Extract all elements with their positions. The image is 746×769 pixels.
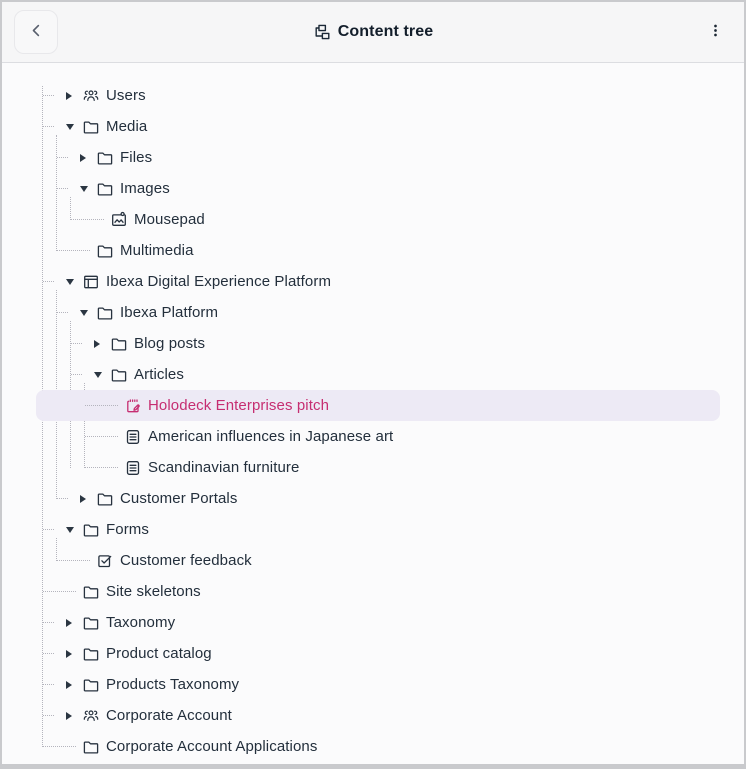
back-button[interactable] [14,10,58,54]
tree-item-holodeck-enterprises-pitch[interactable] [36,390,720,421]
tree-item-users[interactable] [36,80,720,111]
image-icon [110,211,128,229]
tree-item-multimedia[interactable] [36,235,720,266]
caret-spacer [80,235,96,266]
tree-content-area [2,63,744,764]
tree-item-label: Users [106,87,146,104]
expand-caret-icon[interactable] [66,607,82,638]
tree-item-media[interactable] [36,111,720,142]
users-icon [82,87,100,105]
caret-spacer [108,421,124,452]
folder-icon [96,242,114,260]
tree-item-mousepad[interactable] [36,204,720,235]
tree-item-american-influences-in-japanese-art[interactable] [36,421,720,452]
folder-icon [110,366,128,384]
tree-item-images[interactable] [36,173,720,204]
collapse-caret-icon[interactable] [80,297,96,328]
tree-item-customer-portals[interactable] [36,483,720,514]
expand-caret-icon[interactable] [66,638,82,669]
tree-item-scandinavian-furniture[interactable] [36,452,720,483]
expand-caret-icon[interactable] [66,80,82,111]
tree-item-files[interactable] [36,142,720,173]
tree-item-blog-posts[interactable] [36,328,720,359]
collapse-caret-icon[interactable] [80,173,96,204]
article-icon [124,428,142,446]
tree-item-label: Ibexa Digital Experience Platform [106,273,332,290]
tree-item-label: Images [120,180,170,197]
tree-item-articles[interactable] [36,359,720,390]
caret-spacer [66,576,82,607]
caret-spacer [108,390,124,421]
folder-icon [96,304,114,322]
tree-item-label: Articles [134,366,184,383]
folder-icon [82,118,100,136]
tree-item-taxonomy[interactable] [36,607,720,638]
tree-item-ibexa-digital-experience-platform[interactable] [36,266,720,297]
caret-spacer [108,452,124,483]
tree-item-label: Ibexa Platform [120,304,219,321]
page-title: Content tree [337,23,434,40]
tree-item-corporate-account[interactable] [36,700,720,731]
tree-item-label: Corporate Account [106,707,232,724]
tree-item-forms[interactable] [36,514,720,545]
tree-item-label: Site skeletons [106,583,201,600]
expand-caret-icon[interactable] [80,483,96,514]
tree-item-label: Corporate Account Applications [106,738,318,755]
tree-item-label: Scandinavian furniture [148,459,300,476]
tree-item-label: American influences in Japanese art [148,428,394,445]
chevron-left-icon [28,22,45,42]
content-tree [36,80,720,762]
tree-item-products-taxonomy[interactable] [36,669,720,700]
folder-icon [82,583,100,601]
folder-icon [96,490,114,508]
tree-item-corporate-account-applications[interactable] [36,731,720,762]
expand-caret-icon[interactable] [94,328,110,359]
tree-item-label: Products Taxonomy [106,676,240,693]
tree-item-label: Mousepad [134,211,205,228]
tree-item-label: Taxonomy [106,614,176,631]
panel-title-group [313,23,433,41]
collapse-caret-icon[interactable] [66,266,82,297]
folder-icon [96,180,114,198]
article-icon [124,459,142,477]
tree-item-label: Files [120,149,153,166]
kebab-menu-icon [708,23,723,41]
checkbox-icon [96,552,114,570]
caret-spacer [66,731,82,762]
tree-item-site-skeletons[interactable] [36,576,720,607]
form-draft-icon [124,397,142,415]
tree-item-ibexa-platform[interactable] [36,297,720,328]
folder-icon [110,335,128,353]
caret-spacer [80,545,96,576]
caret-spacer [94,204,110,235]
tree-item-label: Customer Portals [120,490,238,507]
tree-item-label: Blog posts [134,335,206,352]
tree-item-product-catalog[interactable] [36,638,720,669]
expand-caret-icon[interactable] [66,700,82,731]
tree-item-label: Forms [106,521,149,538]
options-menu-button[interactable] [698,10,732,54]
folder-icon [96,149,114,167]
tree-item-customer-feedback[interactable] [36,545,720,576]
folder-icon [82,645,100,663]
folder-icon [82,521,100,539]
expand-caret-icon[interactable] [80,142,96,173]
tree-item-label: Customer feedback [120,552,252,569]
panel-header [2,2,744,63]
folder-icon [82,676,100,694]
collapse-caret-icon[interactable] [94,359,110,390]
folder-icon [82,614,100,632]
tree-item-label: Product catalog [106,645,212,662]
collapse-caret-icon[interactable] [66,514,82,545]
site-icon [82,273,100,291]
folder-icon [82,738,100,756]
collapse-caret-icon[interactable] [66,111,82,142]
tree-item-label: Holodeck Enterprises pitch [148,397,330,414]
content-tree-icon [313,23,331,41]
expand-caret-icon[interactable] [66,669,82,700]
tree-item-label: Multimedia [120,242,194,259]
users-icon [82,707,100,725]
tree-item-label: Media [106,118,148,135]
